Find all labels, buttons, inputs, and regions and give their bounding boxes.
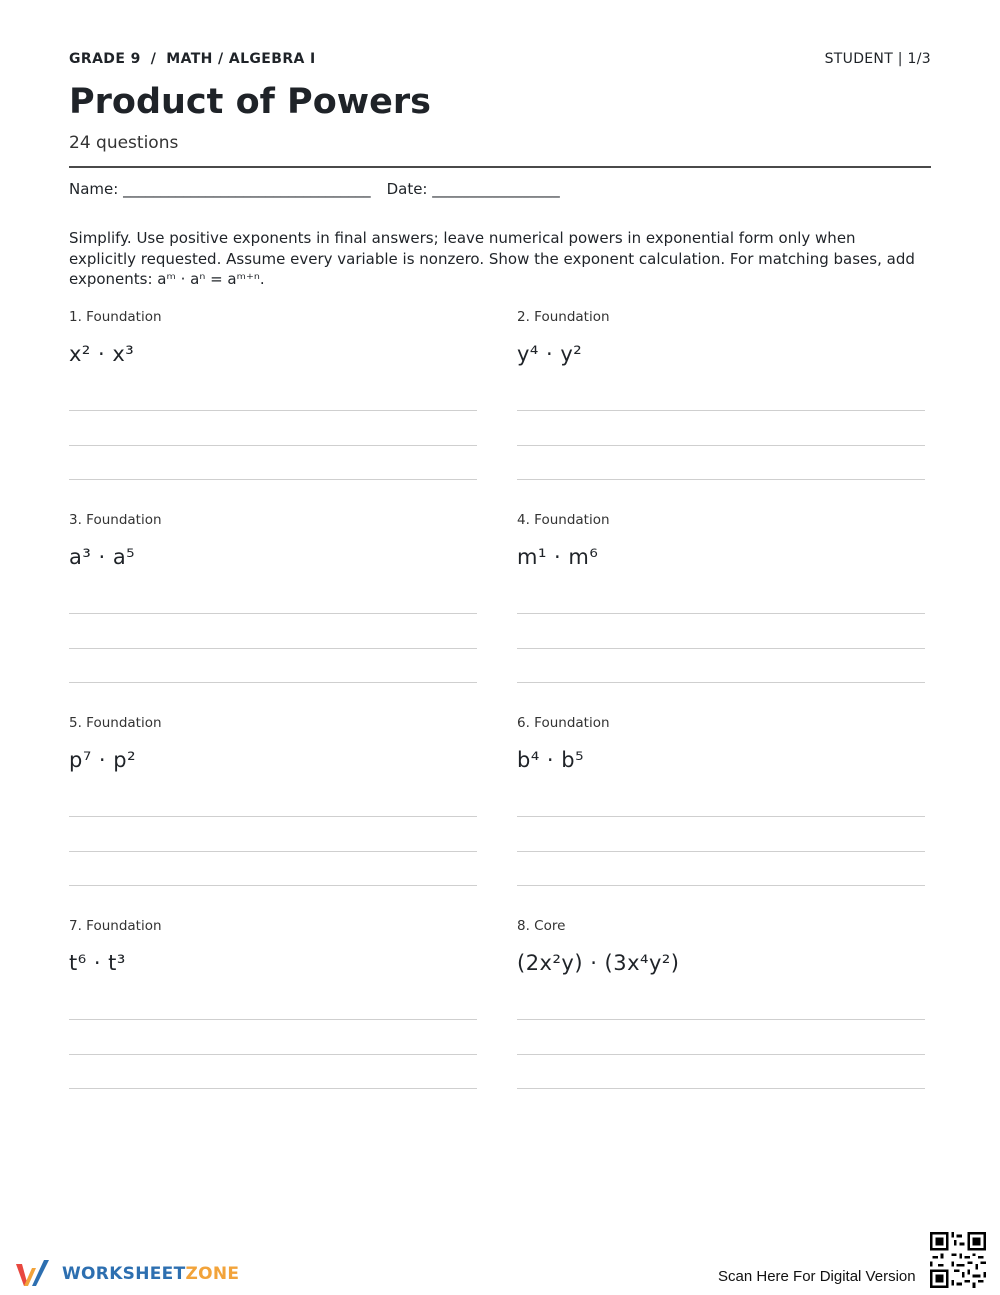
answer-line[interactable] (69, 851, 477, 852)
question-expression: m¹ · m⁶ (517, 545, 599, 569)
page-title: Product of Powers (69, 82, 431, 122)
header-divider (69, 166, 931, 168)
answer-line[interactable] (69, 410, 477, 411)
question-label: 6. Foundation (517, 715, 610, 731)
answer-line[interactable] (517, 445, 925, 446)
question-count: 24 questions (69, 133, 179, 153)
question-item (517, 511, 925, 701)
question-expression: p⁷ · p² (69, 748, 137, 772)
answer-line[interactable] (517, 1019, 925, 1020)
question-expression: (2x²y) · (3x⁴y²) (517, 951, 680, 975)
question-label: 5. Foundation (69, 715, 162, 731)
answer-line[interactable] (517, 479, 925, 480)
question-item (517, 917, 925, 1107)
question-label: 4. Foundation (517, 512, 610, 528)
question-expression: b⁴ · b⁵ (517, 748, 585, 772)
grade-label: GRADE 9 (69, 51, 141, 67)
answer-line[interactable] (69, 613, 477, 614)
question-label: 1. Foundation (69, 309, 162, 325)
question-label: 8. Core (517, 918, 566, 934)
name-date-row (69, 180, 931, 198)
question-item (69, 917, 477, 1107)
question-expression: y⁴ · y² (517, 342, 583, 366)
answer-line[interactable] (69, 445, 477, 446)
answer-line[interactable] (69, 479, 477, 480)
answer-line[interactable] (69, 1019, 477, 1020)
answer-line[interactable] (517, 613, 925, 614)
question-expression: t⁶ · t³ (69, 951, 126, 975)
date-field[interactable]: Date: _________________ (386, 180, 560, 198)
brand-name-part1: WORKSHEET (62, 1264, 186, 1284)
answer-line[interactable] (517, 648, 925, 649)
answer-line[interactable] (69, 816, 477, 817)
subject-label: MATH / ALGEBRA I (166, 51, 316, 67)
scan-caption: Scan Here For Digital Version (718, 1268, 916, 1285)
brand-logo[interactable] (14, 1258, 239, 1290)
question-label: 3. Foundation (69, 512, 162, 528)
brand-name-part2: ZONE (185, 1264, 240, 1284)
qr-code-icon[interactable] (930, 1232, 986, 1288)
top-bar (69, 50, 931, 68)
question-item (517, 308, 925, 498)
answer-line[interactable] (517, 1054, 925, 1055)
question-expression: x² · x³ (69, 342, 135, 366)
question-label: 7. Foundation (69, 918, 162, 934)
breadcrumb-separator: / (150, 51, 157, 67)
name-field[interactable]: Name: _________________________________ (69, 180, 371, 198)
answer-line[interactable] (517, 410, 925, 411)
question-expression: a³ · a⁵ (69, 545, 136, 569)
answer-line[interactable] (69, 1088, 477, 1089)
worksheetzone-logo-icon (14, 1258, 54, 1290)
worksheet-header (69, 50, 931, 290)
answer-line[interactable] (517, 682, 925, 683)
question-item (517, 714, 925, 904)
answer-line[interactable] (517, 885, 925, 886)
answer-line[interactable] (517, 1088, 925, 1089)
question-item (69, 308, 477, 498)
student-page-indicator: STUDENT | 1/3 (824, 51, 931, 67)
brand-name (62, 1264, 239, 1284)
course-breadcrumb (69, 51, 316, 67)
answer-line[interactable] (69, 885, 477, 886)
question-label: 2. Foundation (517, 309, 610, 325)
question-item (69, 714, 477, 904)
instructions: Simplify. Use positive exponents in final answers; leave numerical powers in exponential form only when explicitly requested. Assume every variable is nonzero. Show the exponent calculation. For matching bases, add exponents: aᵐ · aⁿ = aᵐ⁺ⁿ. (69, 229, 915, 288)
answer-line[interactable] (517, 851, 925, 852)
answer-line[interactable] (517, 816, 925, 817)
answer-line[interactable] (69, 648, 477, 649)
answer-line[interactable] (69, 1054, 477, 1055)
answer-line[interactable] (69, 682, 477, 683)
question-item (69, 511, 477, 701)
